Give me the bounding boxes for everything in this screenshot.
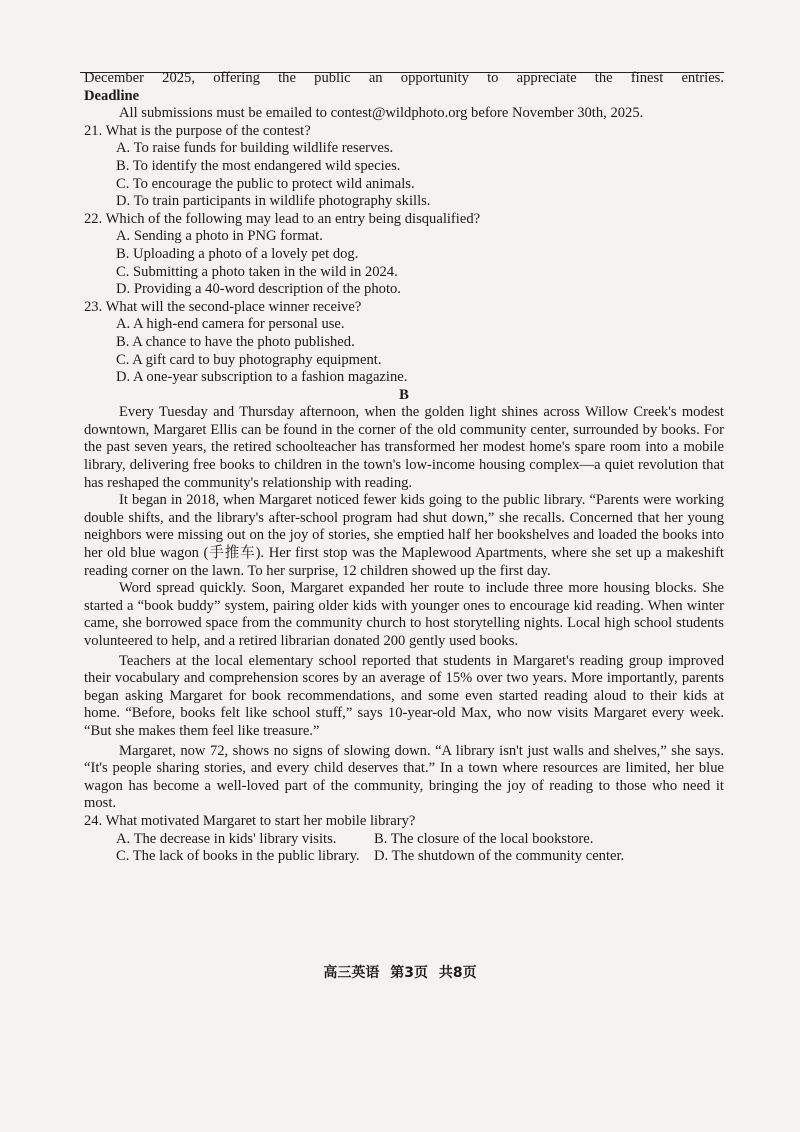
option-d: D. A one-year subscription to a fashion magazine.	[116, 369, 408, 386]
option-d: D. To train participants in wildlife photography skills.	[116, 193, 431, 210]
option-a: A. The decrease in kids' library visits.	[116, 830, 337, 847]
option-c: C. To encourage the public to protect wild animals.	[116, 175, 415, 192]
option-c: C. Submitting a photo taken in the wild in 2024.	[116, 263, 398, 280]
intro-tail: December 2025, offering the public an opportunity to appreciate the finest entries.	[84, 70, 724, 86]
option-c: C. The lack of books in the public library.	[116, 848, 360, 865]
deadline-heading: Deadline	[84, 87, 140, 104]
option-d: D. The shutdown of the community center.	[374, 848, 625, 865]
question-24	[84, 813, 724, 866]
exam-page	[84, 70, 724, 866]
question-stem: 23. What will the second-place winner receive?	[84, 298, 362, 315]
option-b: B. The closure of the local bookstore.	[374, 830, 594, 847]
option-a: A. To raise funds for building wildlife reserves.	[116, 140, 394, 157]
deadline-text: All submissions must be emailed to contest@wildphoto.org before November 30th, 2025.	[119, 105, 644, 122]
passage-paragraph: It began in 2018, when Margaret noticed fewer kids going to the public library. “Parents were working double shifts, and the library's after-school program had shut down,” she recalls. Concerned that her young neighbors were missing out on the joy of stories, she emptied half her bookshelves and loaded the books into her old blue wagon (手推车). Her first stop was the Maplewood Apartments, where she set up a makeshift reading corner on the lawn. To her surprise, 12 children showed up the first day.	[84, 492, 724, 579]
question-stem: 24. What motivated Margaret to start her mobile library?	[84, 812, 416, 829]
section-b-label: B	[399, 386, 409, 403]
passage-b	[84, 404, 724, 813]
passage-paragraph: Margaret, now 72, shows no signs of slowing down. “A library isn't just walls and shelves,” she says. “It's people sharing stories, and every child deserves that.” In a town where resources are limited, her blue wagon has become a well-loved part of the community, bringing the joy of reading to those who need it most.	[84, 742, 724, 812]
option-a: A. A high-end camera for personal use.	[116, 316, 345, 333]
option-a: A. Sending a photo in PNG format.	[116, 228, 323, 245]
option-b: B. A chance to have the photo published.	[116, 333, 355, 350]
question-21	[84, 123, 724, 211]
option-c: C. A gift card to buy photography equipment.	[116, 351, 382, 368]
page-footer: 高三英语 第3页 共8页	[323, 965, 477, 981]
option-row	[116, 831, 724, 849]
passage-paragraph: Word spread quickly. Soon, Margaret expanded her route to include three more housing blocks. She started a “book buddy” system, pairing older kids with younger ones to encourage kid reading. When winter came, she borrowed space from the community church to host storytelling nights. Local high school students volunteered to help, and a retired librarian donated 200 gently used books.	[84, 580, 724, 649]
question-23	[84, 299, 724, 387]
question-stem: 21. What is the purpose of the contest?	[84, 122, 311, 139]
option-b: B. To identify the most endangered wild species.	[116, 157, 401, 174]
question-stem: 22. Which of the following may lead to an entry being disqualified?	[84, 210, 481, 227]
passage-paragraph: Every Tuesday and Thursday afternoon, when the golden light shines across Willow Creek's modest downtown, Margaret Ellis can be found in the corner of the old community center, surrounded by books. For the past seven years, the retired schoolteacher has transformed her modest home's spare room into a mobile library, delivering free books to children in the town's low-income housing complex—a quiet revolution that has reshaped the community's relationship with reading.	[84, 404, 724, 491]
option-d: D. Providing a 40-word description of the photo.	[116, 281, 401, 298]
passage-paragraph: Teachers at the local elementary school reported that students in Margaret's reading group improved their vocabulary and comprehension scores by an average of 15% over two years. More importantly, parents began asking Margaret for book recommendations, and some even started reading aloud to their kids at home. “Before, books felt like school stuff,” says 10-year-old Max, who now visits Margaret every week. “But she makes them feel like treasure.”	[84, 652, 724, 739]
option-row	[116, 848, 724, 866]
option-b: B. Uploading a photo of a lovely pet dog.	[116, 245, 359, 262]
question-22	[84, 211, 724, 299]
